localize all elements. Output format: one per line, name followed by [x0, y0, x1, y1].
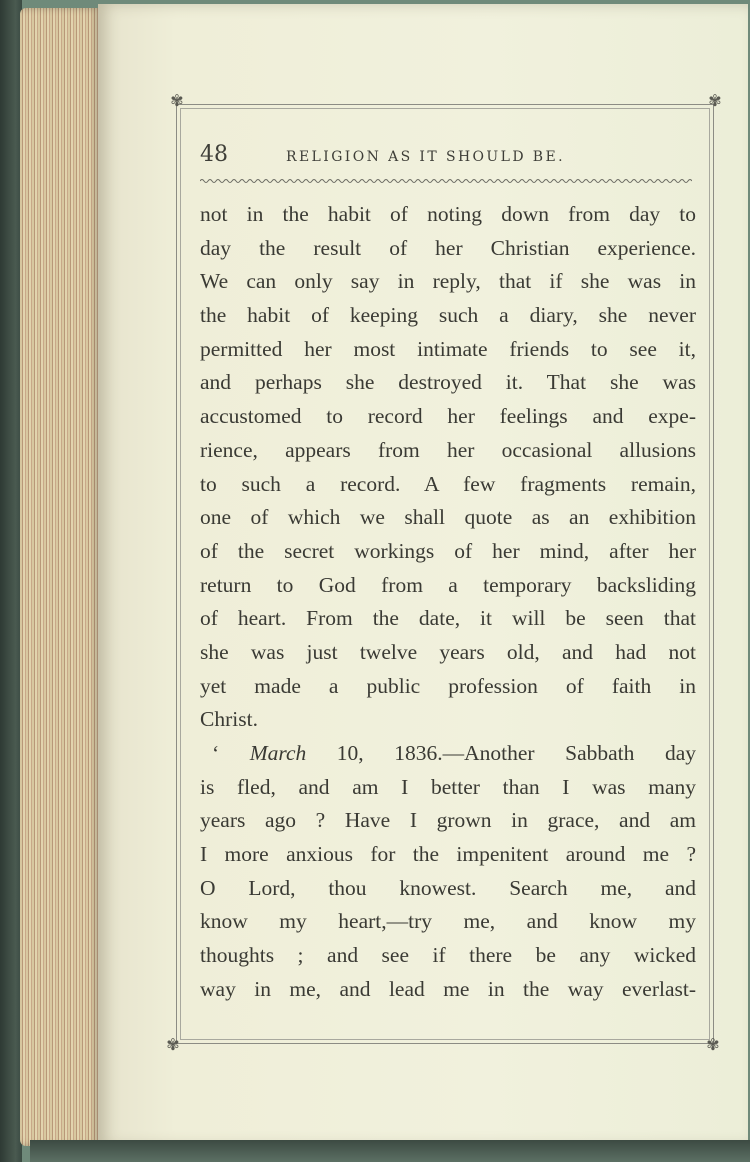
text-line: day the result of her Christian experience.: [200, 235, 696, 260]
corner-ornament-icon: ✾: [170, 91, 184, 110]
text-line: way in me, and lead me in the way everlast-: [200, 976, 696, 1001]
text-line: accustomed to record her feelings and expe-: [200, 404, 696, 429]
text-line: yet made a public profession of faith in: [200, 673, 696, 698]
opening-quote-mark: ‘: [212, 741, 250, 765]
text-line: to such a record. A few fragments remain,: [200, 471, 696, 496]
text-line: years ago ? Have I grown in grace, and am: [200, 808, 696, 833]
text-line: rience, appears from her occasional allusions: [200, 437, 696, 462]
page-edges: [20, 8, 102, 1146]
page-header: [200, 140, 700, 176]
text-line: one of which we shall quote as an exhibition: [200, 505, 696, 530]
header-wavy-rule: [200, 178, 692, 184]
book-bottom-edge: [30, 1140, 750, 1162]
text-line: We can only say in reply, that if she was in: [200, 269, 696, 294]
corner-ornament-icon: ✾: [166, 1035, 180, 1054]
corner-ornament-icon: ✾: [708, 91, 722, 110]
corner-ornament-icon: ✾: [706, 1035, 720, 1054]
diary-entry-opening: [200, 737, 696, 771]
text-line: thoughts ; and see if there be any wicked: [200, 943, 696, 968]
text-line: O Lord, thou knowest. Search me, and: [200, 875, 696, 900]
text-line: the habit of keeping such a diary, she never: [200, 303, 696, 328]
running-head: RELIGION AS IT SHOULD BE.: [286, 149, 565, 165]
text-line: of the secret workings of her mind, after her: [200, 538, 696, 563]
text-line: is fled, and am I better than I was many: [200, 774, 696, 799]
text-line: she was just twelve years old, and had not: [200, 639, 696, 664]
diary-date-rest: 10, 1836.—Another Sabbath day: [306, 741, 696, 765]
page-number: 48: [200, 142, 228, 167]
text-line: Christ.: [200, 707, 258, 732]
text-line: of heart. From the date, it will be seen that: [200, 606, 696, 631]
text-line: I more anxious for the impenitent around me ?: [200, 842, 696, 867]
text-line: not in the habit of noting down from day to: [200, 202, 696, 226]
text-line: and perhaps she destroyed it. That she was: [200, 370, 696, 395]
diary-month: March: [249, 741, 307, 765]
body-text: [200, 198, 696, 1007]
text-line: know my heart,—try me, and know my: [200, 909, 696, 934]
text-line: permitted her most intimate friends to see it,: [200, 336, 696, 361]
book-binding: [0, 0, 22, 1162]
text-line: return to God from a temporary backsliding: [200, 572, 696, 597]
